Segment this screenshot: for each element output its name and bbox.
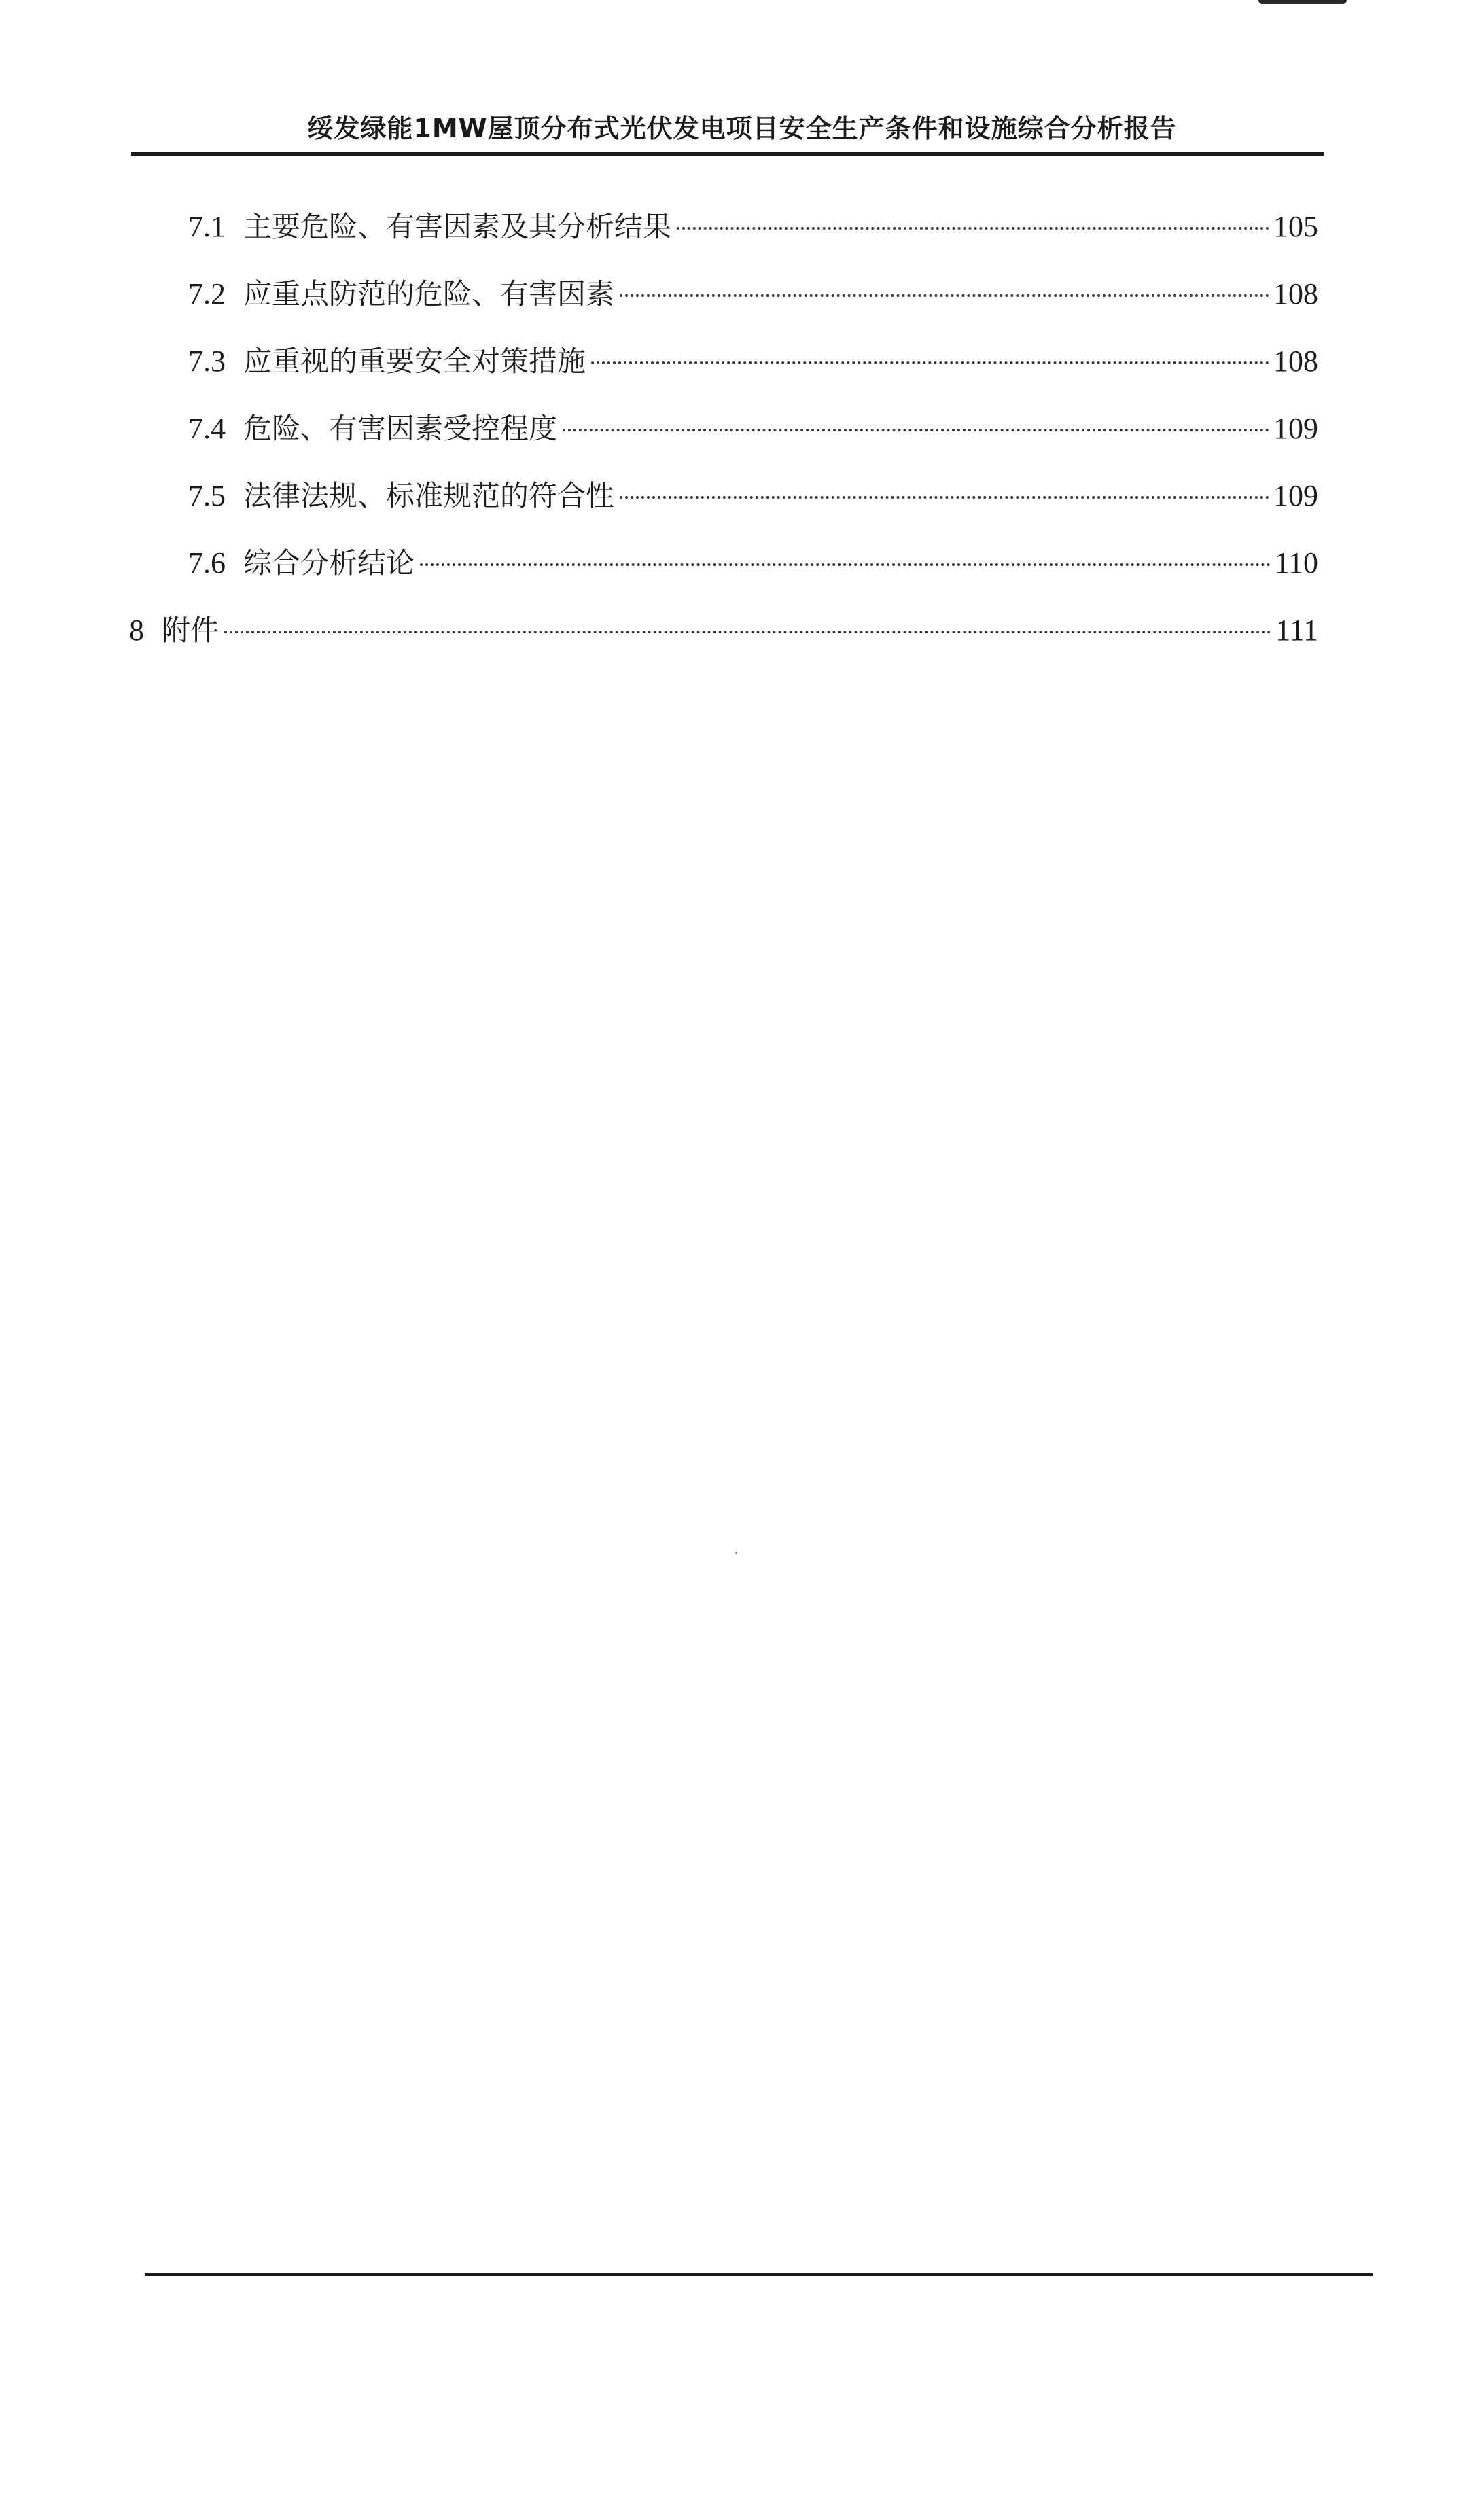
- toc-entry-7-1[interactable]: [188, 205, 1318, 249]
- toc-entry-page: 110: [1274, 546, 1318, 580]
- dot-leader: [620, 294, 1269, 297]
- toc-entry-title: 应重视的重要安全对策措施: [243, 344, 586, 378]
- toc-entry-title: 危险、有害因素受控程度: [243, 412, 558, 445]
- toc-entry-number: 7.6: [188, 546, 226, 580]
- toc-entry-7-6[interactable]: [188, 542, 1318, 585]
- toc-entry-number: 7.4: [188, 412, 226, 445]
- toc-entry-number: 7.2: [188, 277, 226, 311]
- dot-leader: [620, 496, 1269, 499]
- scan-speck: [735, 1552, 737, 1554]
- toc-entry-page: 109: [1273, 479, 1318, 512]
- toc-entry-page: 109: [1273, 412, 1318, 445]
- page-header-title: 绥发绿能1MW屋顶分布式光伏发电项目安全生产条件和设施综合分析报告: [307, 113, 1177, 143]
- table-of-contents: [0, 0, 1484, 679]
- toc-entry-number: 7.5: [188, 479, 226, 512]
- dot-leader: [591, 361, 1269, 364]
- dot-leader: [420, 563, 1271, 566]
- toc-entry-number: 8: [129, 614, 144, 647]
- toc-entry-title: 主要危险、有害因素及其分析结果: [243, 210, 672, 243]
- toc-entry-number: 7.1: [188, 210, 226, 243]
- dot-leader: [563, 429, 1269, 431]
- toc-entry-7-5[interactable]: [188, 474, 1318, 518]
- footer-rule: [145, 2273, 1373, 2276]
- dot-leader: [224, 631, 1271, 633]
- toc-entry-title: 法律法规、标准规范的符合性: [243, 479, 615, 512]
- toc-entry-7-4[interactable]: [188, 407, 1318, 450]
- toc-entry-title: 附件: [162, 614, 219, 647]
- toc-entry-7-3[interactable]: [188, 340, 1318, 383]
- toc-entry-page: 105: [1273, 210, 1318, 243]
- toc-entry-number: 7.3: [188, 344, 226, 378]
- toc-entry-page: 108: [1273, 344, 1318, 378]
- toc-entry-page: 108: [1273, 277, 1318, 311]
- toc-entry-title: 应重点防范的危险、有害因素: [243, 277, 615, 311]
- toc-entry-title: 综合分析结论: [243, 546, 415, 580]
- toc-entry-8[interactable]: [129, 609, 1318, 652]
- dot-leader: [677, 227, 1269, 230]
- toc-entry-page: 111: [1275, 614, 1318, 647]
- toc-entry-7-2[interactable]: [188, 272, 1318, 316]
